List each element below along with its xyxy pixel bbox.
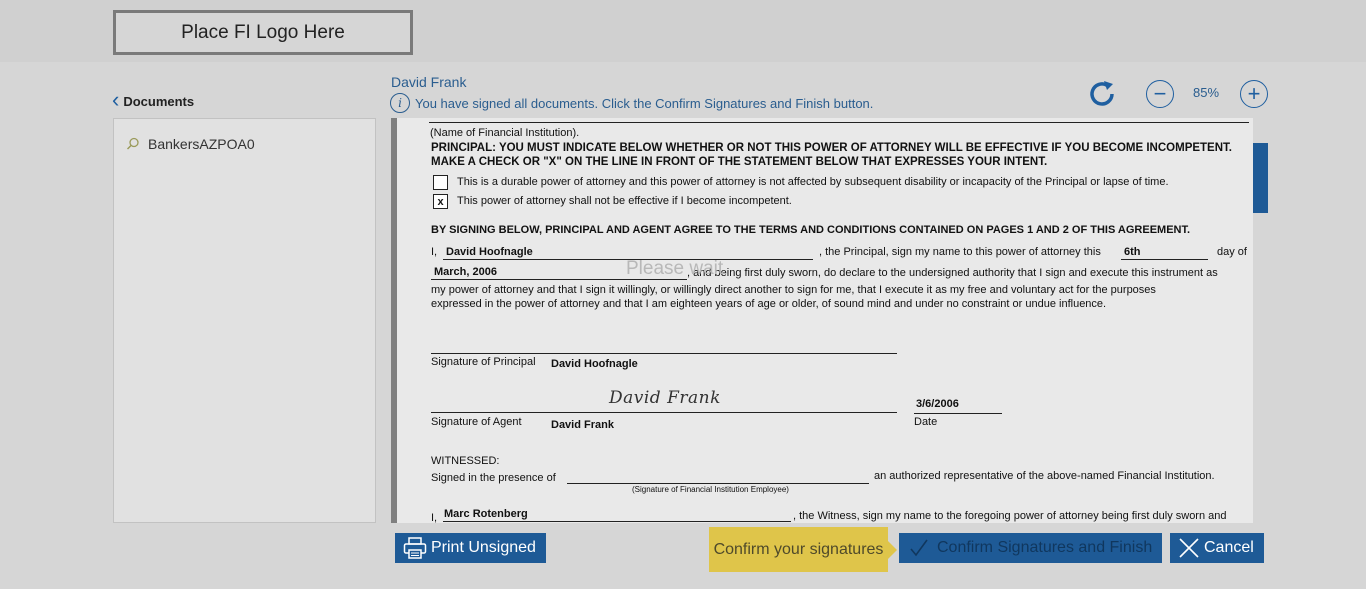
please-wait-overlay: Please wait (626, 258, 724, 279)
logo-placeholder (113, 10, 413, 55)
date-value: 3/6/2006 (916, 398, 959, 410)
witness-name-field (443, 508, 791, 522)
zoom-out-button[interactable] (1146, 80, 1174, 108)
presence-caption: (Signature of Financial Institution Employee) (632, 485, 789, 494)
close-icon (1178, 537, 1200, 559)
agreement-heading: BY SIGNING BELOW, PRINCIPAL AND AGENT AGREE TO THE TERMS AND CONDITIONS CONTAINED ON PAGES 1 AND 2 OF THIS AGREEMENT. (431, 224, 1191, 236)
day-field (1121, 246, 1208, 260)
option-durable: This is a durable power of attorney and this power of attorney is not affected by subsequent disability or incapacity of the Principal or lapse of time. (457, 176, 1169, 188)
scrollbar-thumb[interactable] (1253, 143, 1268, 213)
sig-agent-name: David Frank (551, 419, 614, 431)
search-icon (126, 137, 140, 151)
cancel-label: Cancel (1204, 539, 1254, 556)
document-list (113, 118, 376, 523)
signer-name: David Frank (391, 74, 467, 90)
checkmark-icon (909, 538, 929, 558)
print-unsigned-button[interactable] (395, 533, 546, 563)
line3: my power of attorney and that I sign it willingly, or willingly direct another to sign for me, that I execute it as my free and voluntary act for the purposes (431, 284, 1156, 296)
document-page (397, 118, 1253, 523)
principal-name: David Hoofnagle (446, 246, 533, 258)
agent-signature-line (431, 399, 897, 413)
principal-heading-1: PRINCIPAL: YOU MUST INDICATE BELOW WHETHER OR NOT THIS POWER OF ATTORNEY WILL BE EFFECTIVE IF YOU BECOME INCOMPETENT. (431, 142, 1232, 154)
chevron-left-icon: ‹ (112, 87, 120, 112)
month-year: March, 2006 (434, 266, 497, 278)
line4: expressed in the power of attorney and that I am eighteen years of age or older, of sound mind and under no constraint or undue influence. (431, 298, 1107, 310)
confirm-signatures-button[interactable] (899, 533, 1162, 563)
date-field (914, 398, 1002, 414)
document-name: BankersAZPOA0 (148, 136, 255, 152)
sig-principal-name: David Hoofnagle (551, 358, 638, 370)
durable-checkbox[interactable] (433, 175, 448, 190)
tooltip-text: Confirm your signatures (713, 540, 884, 558)
minus-icon: − (1153, 81, 1167, 106)
confirm-label: Confirm Signatures and Finish (937, 539, 1153, 556)
refresh-icon (1086, 78, 1118, 110)
option-not-effective: This power of attorney shall not be effective if I become incompetent. (457, 195, 792, 207)
not-effective-checkbox[interactable] (433, 194, 448, 209)
refresh-button[interactable] (1086, 78, 1118, 110)
agent-signature: David Frank (609, 388, 721, 408)
info-message (390, 93, 873, 113)
witness-name: Marc Rotenberg (444, 508, 528, 520)
presence-suffix: an authorized representative of the above-named Financial Institution. (874, 470, 1215, 482)
witnessed-label: WITNESSED: (431, 455, 500, 467)
plus-icon: + (1247, 81, 1261, 106)
line2-rest: , and being first duly sworn, do declare to the undersigned authority that I sign and execute this instrument as (687, 267, 1218, 279)
principal-heading-2: MAKE A CHECK OR "X" ON THE LINE IN FRONT OF THE STATEMENT BELOW THAT EXPRESSES YOUR INTENT. (431, 156, 1048, 168)
checkbox-mark: x (437, 195, 444, 208)
day-value: 6th (1124, 246, 1141, 258)
print-label: Print Unsigned (431, 539, 536, 556)
confirm-tooltip (709, 527, 888, 572)
fi-employee-signature-line (567, 470, 869, 484)
info-text: You have signed all documents. Click the Confirm Signatures and Finish button. (415, 95, 874, 111)
rule (429, 122, 1249, 123)
logo-text: Place FI Logo Here (181, 21, 345, 43)
printer-icon (403, 537, 427, 559)
witness-prefix: I, (431, 512, 438, 523)
line1-prefix: I, (431, 246, 438, 258)
info-icon: i (390, 93, 410, 113)
zoom-level: 85% (1193, 85, 1220, 100)
cancel-button[interactable] (1170, 533, 1264, 563)
documents-label: Documents (123, 93, 195, 109)
presence-prefix: Signed in the presence of (431, 472, 556, 484)
document-viewer[interactable] (391, 118, 1268, 523)
document-list-item[interactable] (126, 136, 255, 152)
sig-principal-label: Signature of Principal (431, 356, 536, 368)
documents-back-button[interactable] (112, 87, 195, 112)
fi-name-caption: (Name of Financial Institution). (430, 127, 580, 139)
date-label: Date (914, 416, 938, 428)
witness-rest: , the Witness, sign my name to the foregoing power of attorney being first duly sworn and (793, 510, 1227, 522)
sig-agent-label: Signature of Agent (431, 416, 522, 428)
line1-suffix: day of (1217, 246, 1247, 258)
line1-mid: , the Principal, sign my name to this power of attorney this (819, 246, 1101, 258)
principal-signature-line (431, 340, 897, 354)
zoom-in-button[interactable] (1240, 80, 1268, 108)
